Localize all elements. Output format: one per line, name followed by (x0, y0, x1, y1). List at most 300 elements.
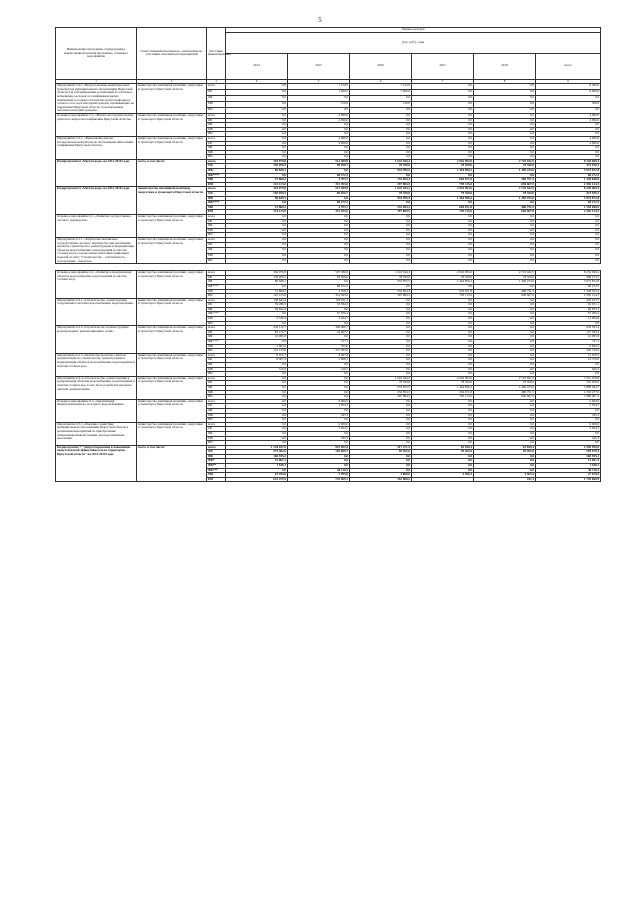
value-cell: 0,0 (412, 150, 474, 155)
program-name-cell: Основное мероприятие 5.5. «Научно-исследовательские работы по вопросам газификации Иркутской области» (56, 113, 137, 136)
value-cell: 0,0 (474, 136, 536, 141)
source-cell: ФБ (207, 96, 226, 102)
value-cell: 67 956,4 (288, 312, 350, 317)
value-cell: 0,0 (288, 132, 350, 137)
header-source: Источник финансирования (207, 28, 226, 80)
responsible-cell: министерство жилищной политики, энергетики и транспорта Иркутской области (137, 298, 207, 326)
value-cell: 480 751,5 (474, 178, 536, 183)
source-cell: ФБ* (207, 459, 226, 464)
value-cell: 0,0 (350, 307, 412, 312)
value-cell: 0,0 (288, 280, 350, 285)
source-cell: МБ (207, 102, 226, 108)
value-cell: 15 070,5 (536, 353, 601, 358)
value-cell: 0,0 (412, 367, 474, 372)
value-cell: 78 350,0 (350, 275, 412, 280)
value-cell: 397 884,5 (350, 294, 412, 299)
column-number: 6 (350, 79, 412, 84)
value-cell: 4 990,0 (536, 118, 601, 123)
value-cell: 8 240 069,4 (536, 159, 601, 164)
value-cell: 0,0 (226, 418, 288, 423)
value-cell: 0,0 (474, 367, 536, 372)
value-cell: 4 990,0 (536, 136, 601, 141)
value-cell: 0,0 (474, 358, 536, 363)
value-cell: 0,0 (226, 107, 288, 113)
value-cell: 0,0 (474, 258, 536, 263)
source-cell: всего (207, 399, 226, 404)
responsible-cell: министерство жилищной политики, энергетики и транспорта Иркутской области (137, 113, 207, 136)
value-cell: 0,0 (226, 321, 288, 326)
value-cell: 68 272,5 (288, 284, 350, 289)
value-cell: 0,0 (474, 298, 536, 303)
value-cell: 0,0 (226, 90, 288, 96)
value-cell: 2 382 124,3 (536, 210, 601, 215)
value-cell: 129,7 (288, 367, 350, 372)
source-cell: всего (207, 84, 226, 90)
value-cell: 0,0 (474, 399, 536, 404)
value-cell: 68 272,5 (536, 173, 601, 178)
value-cell: 78 350,0 (412, 381, 474, 386)
value-cell: 0,0 (474, 123, 536, 128)
value-cell: 0,0 (474, 173, 536, 178)
value-cell: 6 000,0 (536, 422, 601, 427)
value-cell: 0,0 (412, 228, 474, 233)
value-cell (412, 477, 474, 482)
value-cell: 78 350,0 (474, 381, 536, 386)
value-cell: 0,0 (536, 321, 601, 326)
value-cell: 0,0 (226, 146, 288, 151)
value-cell: 0,0 (474, 413, 536, 418)
value-cell: 0,0 (226, 155, 288, 160)
program-name-cell: Мероприятие 6.2.2 «Строительство и реконструкция водопроводных, канализационных сетей» (56, 326, 137, 354)
value-cell: 0,0 (474, 146, 536, 151)
value-cell: 0,0 (412, 321, 474, 326)
program-name-cell: Основное мероприятие 6.1. «Развитие государственно-частного партнерства» (56, 215, 137, 238)
value-cell: 604 671,8 (412, 178, 474, 183)
value-cell: 0,0 (412, 123, 474, 128)
value-cell: 0,0 (226, 237, 288, 242)
value-cell: 0,0 (412, 173, 474, 178)
value-cell: 0,0 (226, 413, 288, 418)
value-cell: 78 350,0 (474, 164, 536, 169)
source-cell: ОБ (207, 219, 226, 224)
source-cell: ФБ (207, 123, 226, 128)
value-cell: 0,0 (288, 363, 350, 368)
value-cell: 0,0 (412, 237, 474, 242)
value-cell: 0,0 (536, 243, 601, 248)
value-cell: 0,0 (288, 335, 350, 340)
value-cell: 0,0 (350, 422, 412, 427)
value-cell: 0,0 (226, 390, 288, 395)
value-cell: 59 202,0 (412, 450, 474, 455)
value-cell: 1 464 856,2 (412, 280, 474, 285)
value-cell: 150 050,5 (226, 275, 288, 280)
value-cell: 0,0 (412, 326, 474, 331)
value-cell: 160 935,2 (226, 454, 288, 459)
value-cell: 104 811,3 (288, 298, 350, 303)
source-cell: МБ (207, 436, 226, 441)
value-cell: 0,0 (350, 330, 412, 335)
value-cell: 0,0 (350, 123, 412, 128)
value-cell: 5 995,8 (288, 473, 350, 478)
header-program: Наименование программы, подпрограммы, ведомственной целевой программы, основного мероприятия (56, 28, 137, 80)
responsible-cell: министерство жилищной политики, энергетики и транспорта Иркутской области (137, 326, 207, 354)
source-cell: ОБ (207, 427, 226, 432)
value-cell: 0,0 (350, 146, 412, 151)
value-cell: 351 393,0 (288, 182, 350, 187)
source-cell: ИИ (207, 155, 226, 160)
value-cell: 232 854,3 (350, 178, 412, 183)
value-cell: 3 975 872,8 (536, 280, 601, 285)
value-cell: 645,5 (536, 367, 601, 372)
value-cell: 15 869,2 (226, 178, 288, 183)
source-cell: ОБ (207, 358, 226, 363)
value-cell: 5 654,7 (288, 404, 350, 409)
value-cell: 0,0 (412, 219, 474, 224)
value-cell: 0,0 (412, 118, 474, 123)
value-cell: 0,0 (474, 155, 536, 160)
value-cell: 0,0 (412, 136, 474, 141)
value-cell: 232 854,3 (350, 205, 412, 210)
source-cell: всего (207, 298, 226, 303)
source-cell: МБ (207, 289, 226, 294)
value-cell: 0,0 (350, 340, 412, 345)
source-cell: МБ (207, 178, 226, 183)
value-cell: 2 942 993,0 (412, 159, 474, 164)
value-cell: 397 884,5 (350, 210, 412, 215)
value-cell: 604 671,8 (412, 205, 474, 210)
value-cell: 160 935,2 (536, 454, 601, 459)
value-cell: 0,0 (474, 141, 536, 146)
value-cell: 141 123,0 (226, 349, 288, 354)
value-cell: 0,0 (412, 330, 474, 335)
value-cell: 743 965,7 (288, 477, 350, 482)
value-cell: 0,0 (412, 353, 474, 358)
value-cell: 0,0 (412, 84, 474, 90)
value-cell: 0,0 (350, 201, 412, 206)
source-cell: всего (207, 271, 226, 276)
value-cell: 0,0 (288, 307, 350, 312)
value-cell: 0,0 (412, 96, 474, 102)
value-cell: 2 590 590,8 (536, 445, 601, 450)
source-cell: ИИ (207, 233, 226, 238)
value-cell: 5 654,7 (288, 427, 350, 432)
value-cell: 0,0 (288, 372, 350, 377)
value-cell: 0,0 (288, 395, 350, 400)
value-cell: 4 990,0 (288, 136, 350, 141)
value-cell: 0,0 (288, 169, 350, 174)
value-cell: 0,0 (474, 436, 536, 441)
value-cell: 0,0 (226, 215, 288, 220)
value-cell: 0,0 (350, 253, 412, 258)
value-cell: 0,0 (350, 298, 412, 303)
source-cell: всего (207, 445, 226, 450)
value-cell: 0,0 (474, 224, 536, 229)
value-cell: 0,0 (474, 335, 536, 340)
value-cell: 16 995,8 (226, 335, 288, 340)
source-cell: ОБ (207, 450, 226, 455)
value-cell: 345,3 (288, 413, 350, 418)
value-cell: 0,0 (474, 96, 536, 102)
value-cell: 0,0 (226, 399, 288, 404)
value-cell: 0,0 (226, 141, 288, 146)
value-cell: 89 020,7 (288, 192, 350, 197)
value-cell: 0,0 (474, 464, 536, 469)
value-cell: 0,0 (350, 136, 412, 141)
source-cell: ИИ (207, 349, 226, 354)
value-cell: 0,0 (474, 215, 536, 220)
value-cell: 795 115,0 (412, 182, 474, 187)
value-cell: 0,0 (536, 237, 601, 242)
value-cell: 1 150,0 (288, 84, 350, 90)
value-cell: 6 665,2 (536, 344, 601, 349)
header-year: итого (536, 53, 601, 79)
header-year: 2018 (474, 53, 536, 79)
source-cell: ФБ (207, 248, 226, 253)
value-cell: 0,0 (288, 431, 350, 436)
value-cell: 8 407,9 (226, 358, 288, 363)
value-cell: 0,0 (350, 399, 412, 404)
column-number: 8 (474, 79, 536, 84)
program-name-cell: Основное мероприятие 6.3. «Организация нецентрализованного холодного водоснабжения» (56, 399, 137, 422)
value-cell: 0,0 (536, 253, 601, 258)
value-cell: 6 000,0 (288, 422, 350, 427)
program-name-cell: Мероприятие 6.2.1 «Строительство, реконструкция сооружений в системах водоснабжения, водоотведения» (56, 298, 137, 326)
value-cell: 0,0 (474, 418, 536, 423)
value-cell: 83 366,0 (288, 275, 350, 280)
column-number: 3 (207, 79, 226, 84)
value-cell: 0,0 (474, 284, 536, 289)
value-cell: 0,0 (350, 353, 412, 358)
value-cell: 6 000,0 (288, 399, 350, 404)
column-number: 5 (288, 79, 350, 84)
value-cell: 150 050,5 (226, 192, 288, 197)
value-cell: 232 854,3 (350, 289, 412, 294)
value-cell: 901 502,9 (288, 445, 350, 450)
value-cell: 78 350,0 (412, 275, 474, 280)
value-cell: 933 955,5 (350, 169, 412, 174)
value-cell: 0,0 (288, 219, 350, 224)
value-cell: 0,0 (350, 303, 412, 308)
value-cell: 59 286,5 (226, 303, 288, 308)
value-cell: 0,0 (226, 284, 288, 289)
value-cell: 480 751,5 (474, 390, 536, 395)
value-cell: 2 942 993,0 (412, 187, 474, 192)
header-year: 2017 (412, 53, 474, 79)
value-cell: 0,0 (350, 96, 412, 102)
source-cell: ИИ (207, 372, 226, 377)
column-number: 2 (137, 79, 207, 84)
header-year: 2016 (350, 53, 412, 79)
value-cell: 0,0 (288, 196, 350, 201)
value-cell: 0,0 (350, 317, 412, 322)
value-cell: 0,0 (536, 215, 601, 220)
source-cell: ОБ (207, 141, 226, 146)
value-cell: 0,0 (350, 233, 412, 238)
value-cell: 0,0 (226, 228, 288, 233)
source-cell: ОБ (207, 275, 226, 280)
value-cell: 2 382 124,3 (536, 182, 601, 187)
responsible-cell: всего, в том числе: (137, 445, 207, 482)
value-cell: 0,0 (288, 390, 350, 395)
value-cell: 0,0 (536, 123, 601, 128)
source-cell: ИИ (207, 418, 226, 423)
value-cell: 396 480,7 (288, 326, 350, 331)
value-cell: 0,0 (226, 150, 288, 155)
value-cell: 0,0 (226, 102, 288, 108)
value-cell: 394 079,8 (226, 187, 288, 192)
value-cell: 3 889 044,7 (536, 385, 601, 390)
value-cell: 1 643 044,3 (350, 159, 412, 164)
value-cell: 0,0 (350, 107, 412, 113)
value-cell: 0,0 (288, 418, 350, 423)
value-cell: 0,0 (474, 107, 536, 113)
program-name-cell: Основное мероприятие 6.2. «Развитие и модернизация объектов водоснабжения, водоотведения и очистки сточных вод» (56, 271, 137, 299)
responsible-cell: министерство жилищной политики, энергетики и транспорта Иркутской области (137, 376, 207, 399)
value-cell: 5 968,1 (288, 358, 350, 363)
source-cell: ФБ (207, 169, 226, 174)
value-cell: 317,1 (288, 340, 350, 345)
source-cell: ОБ (207, 164, 226, 169)
value-cell: 933 955,5 (350, 196, 412, 201)
value-cell: 0,0 (412, 427, 474, 432)
source-cell: ФБ*** (207, 468, 226, 473)
source-cell: МБ (207, 473, 226, 478)
value-cell: 0,0 (412, 307, 474, 312)
value-cell: 0,0 (474, 326, 536, 331)
value-cell: 0,0 (412, 284, 474, 289)
value-cell: 0,0 (288, 408, 350, 413)
value-cell: 242,1 (474, 477, 536, 482)
value-cell: 0,0 (226, 224, 288, 229)
source-cell: ФБ (207, 385, 226, 390)
value-cell: 8 240 069,4 (536, 187, 601, 192)
value-cell: 0,0 (226, 340, 288, 345)
source-cell: МБ (207, 150, 226, 155)
value-cell: 141 123,0 (226, 294, 288, 299)
value-cell: 1 464 856,2 (412, 169, 474, 174)
value-cell: 0,0 (412, 413, 474, 418)
program-name-cell: Подпрограмма 7 "Энергосбережение и повышение энергетической эффективности на территории Иркутской области" на 2014-2018 годы (56, 445, 137, 482)
value-cell: 0,0 (288, 107, 350, 113)
source-cell: ФБ (207, 224, 226, 229)
value-cell: 513 389,8 (288, 159, 350, 164)
value-cell: 127 184,4 (536, 330, 601, 335)
value-cell: 1 643 044,3 (350, 376, 412, 381)
value-cell: 3 975 872,8 (536, 196, 601, 201)
value-cell: 1 464 856,2 (412, 385, 474, 390)
value-cell: 67 956,4 (536, 312, 601, 317)
value-cell: 0,0 (474, 317, 536, 322)
source-cell: всего (207, 187, 226, 192)
value-cell: 0,0 (226, 127, 288, 132)
value-cell: 3 464,7 (288, 317, 350, 322)
value-cell: 4 990,0 (536, 113, 601, 118)
value-cell: 604 671,8 (412, 289, 474, 294)
value-cell: 0,0 (288, 248, 350, 253)
value-cell: 1 538,1 (226, 464, 288, 469)
value-cell: 360,0 (536, 102, 601, 108)
value-cell: 0,0 (474, 340, 536, 345)
source-cell: ФБ**** (207, 201, 226, 206)
value-cell: 92 671,1 (536, 303, 601, 308)
value-cell: 0,0 (350, 248, 412, 253)
value-cell: 0,0 (474, 113, 536, 118)
value-cell: 0,0 (474, 303, 536, 308)
source-cell: МБ (207, 413, 226, 418)
value-cell: 0,0 (288, 228, 350, 233)
value-cell: 5 654,7 (536, 427, 601, 432)
value-cell: 86 828,1 (226, 196, 288, 201)
value-cell: 0,0 (536, 155, 601, 160)
value-cell: 27 670,0 (536, 473, 601, 478)
value-cell: 0,0 (412, 454, 474, 459)
value-cell: 243 453,7 (536, 298, 601, 303)
value-cell: 7 000,0 (350, 90, 412, 96)
value-cell: 1 318 277,6 (536, 390, 601, 395)
source-cell: ФБ** (207, 464, 226, 469)
value-cell: 8 972,7 (226, 353, 288, 358)
value-cell: 762,0 (288, 344, 350, 349)
value-cell: 0,0 (226, 404, 288, 409)
value-cell: 474 930,2 (536, 164, 601, 169)
value-cell: 1 144 187,6 (226, 445, 288, 450)
value-cell: 6 000,0 (536, 399, 601, 404)
source-cell: МБ (207, 228, 226, 233)
column-number: 9 (536, 79, 601, 84)
value-cell: 0,0 (226, 233, 288, 238)
value-cell: 1 490 233,0 (474, 385, 536, 390)
source-cell: всего (207, 215, 226, 220)
value-cell: 0,0 (226, 173, 288, 178)
source-cell: всего (207, 376, 226, 381)
value-cell: 0,0 (226, 243, 288, 248)
source-cell: ИИ (207, 258, 226, 263)
value-cell: 0,0 (288, 253, 350, 258)
value-cell: 0,0 (350, 118, 412, 123)
value-cell: 0,0 (412, 201, 474, 206)
value-cell: 44 007,7 (288, 330, 350, 335)
value-cell: 0,0 (536, 431, 601, 436)
value-cell: 0,0 (226, 312, 288, 317)
source-cell: ИИ (207, 321, 226, 326)
value-cell: 0,0 (474, 468, 536, 473)
value-cell: 480 751,5 (474, 289, 536, 294)
source-cell: МБ (207, 253, 226, 258)
value-cell: 0,0 (536, 224, 601, 229)
value-cell: 0,0 (412, 312, 474, 317)
column-number: 7 (412, 79, 474, 84)
value-cell: 0,0 (288, 321, 350, 326)
value-cell: 0,0 (412, 344, 474, 349)
value-cell: 0,0 (412, 372, 474, 377)
value-cell: 0,0 (350, 258, 412, 263)
value-cell: 0,0 (226, 96, 288, 102)
source-cell: МБ (207, 367, 226, 372)
value-cell: 0,0 (350, 349, 412, 354)
source-cell: ФБ (207, 196, 226, 201)
value-cell: 150,0 (288, 102, 350, 108)
source-cell: ФБ (207, 454, 226, 459)
value-cell: 0,0 (474, 233, 536, 238)
value-cell: 0,0 (412, 358, 474, 363)
value-cell: 0,0 (226, 123, 288, 128)
value-cell: 0,0 (288, 237, 350, 242)
value-cell: 0,0 (536, 258, 601, 263)
value-cell: 0,0 (412, 127, 474, 132)
value-cell: 0,0 (226, 431, 288, 436)
responsible-cell: министерство жилищной политики, энергетики и транспорта Иркутской области (137, 399, 207, 422)
header-year: 2015 (288, 53, 350, 79)
